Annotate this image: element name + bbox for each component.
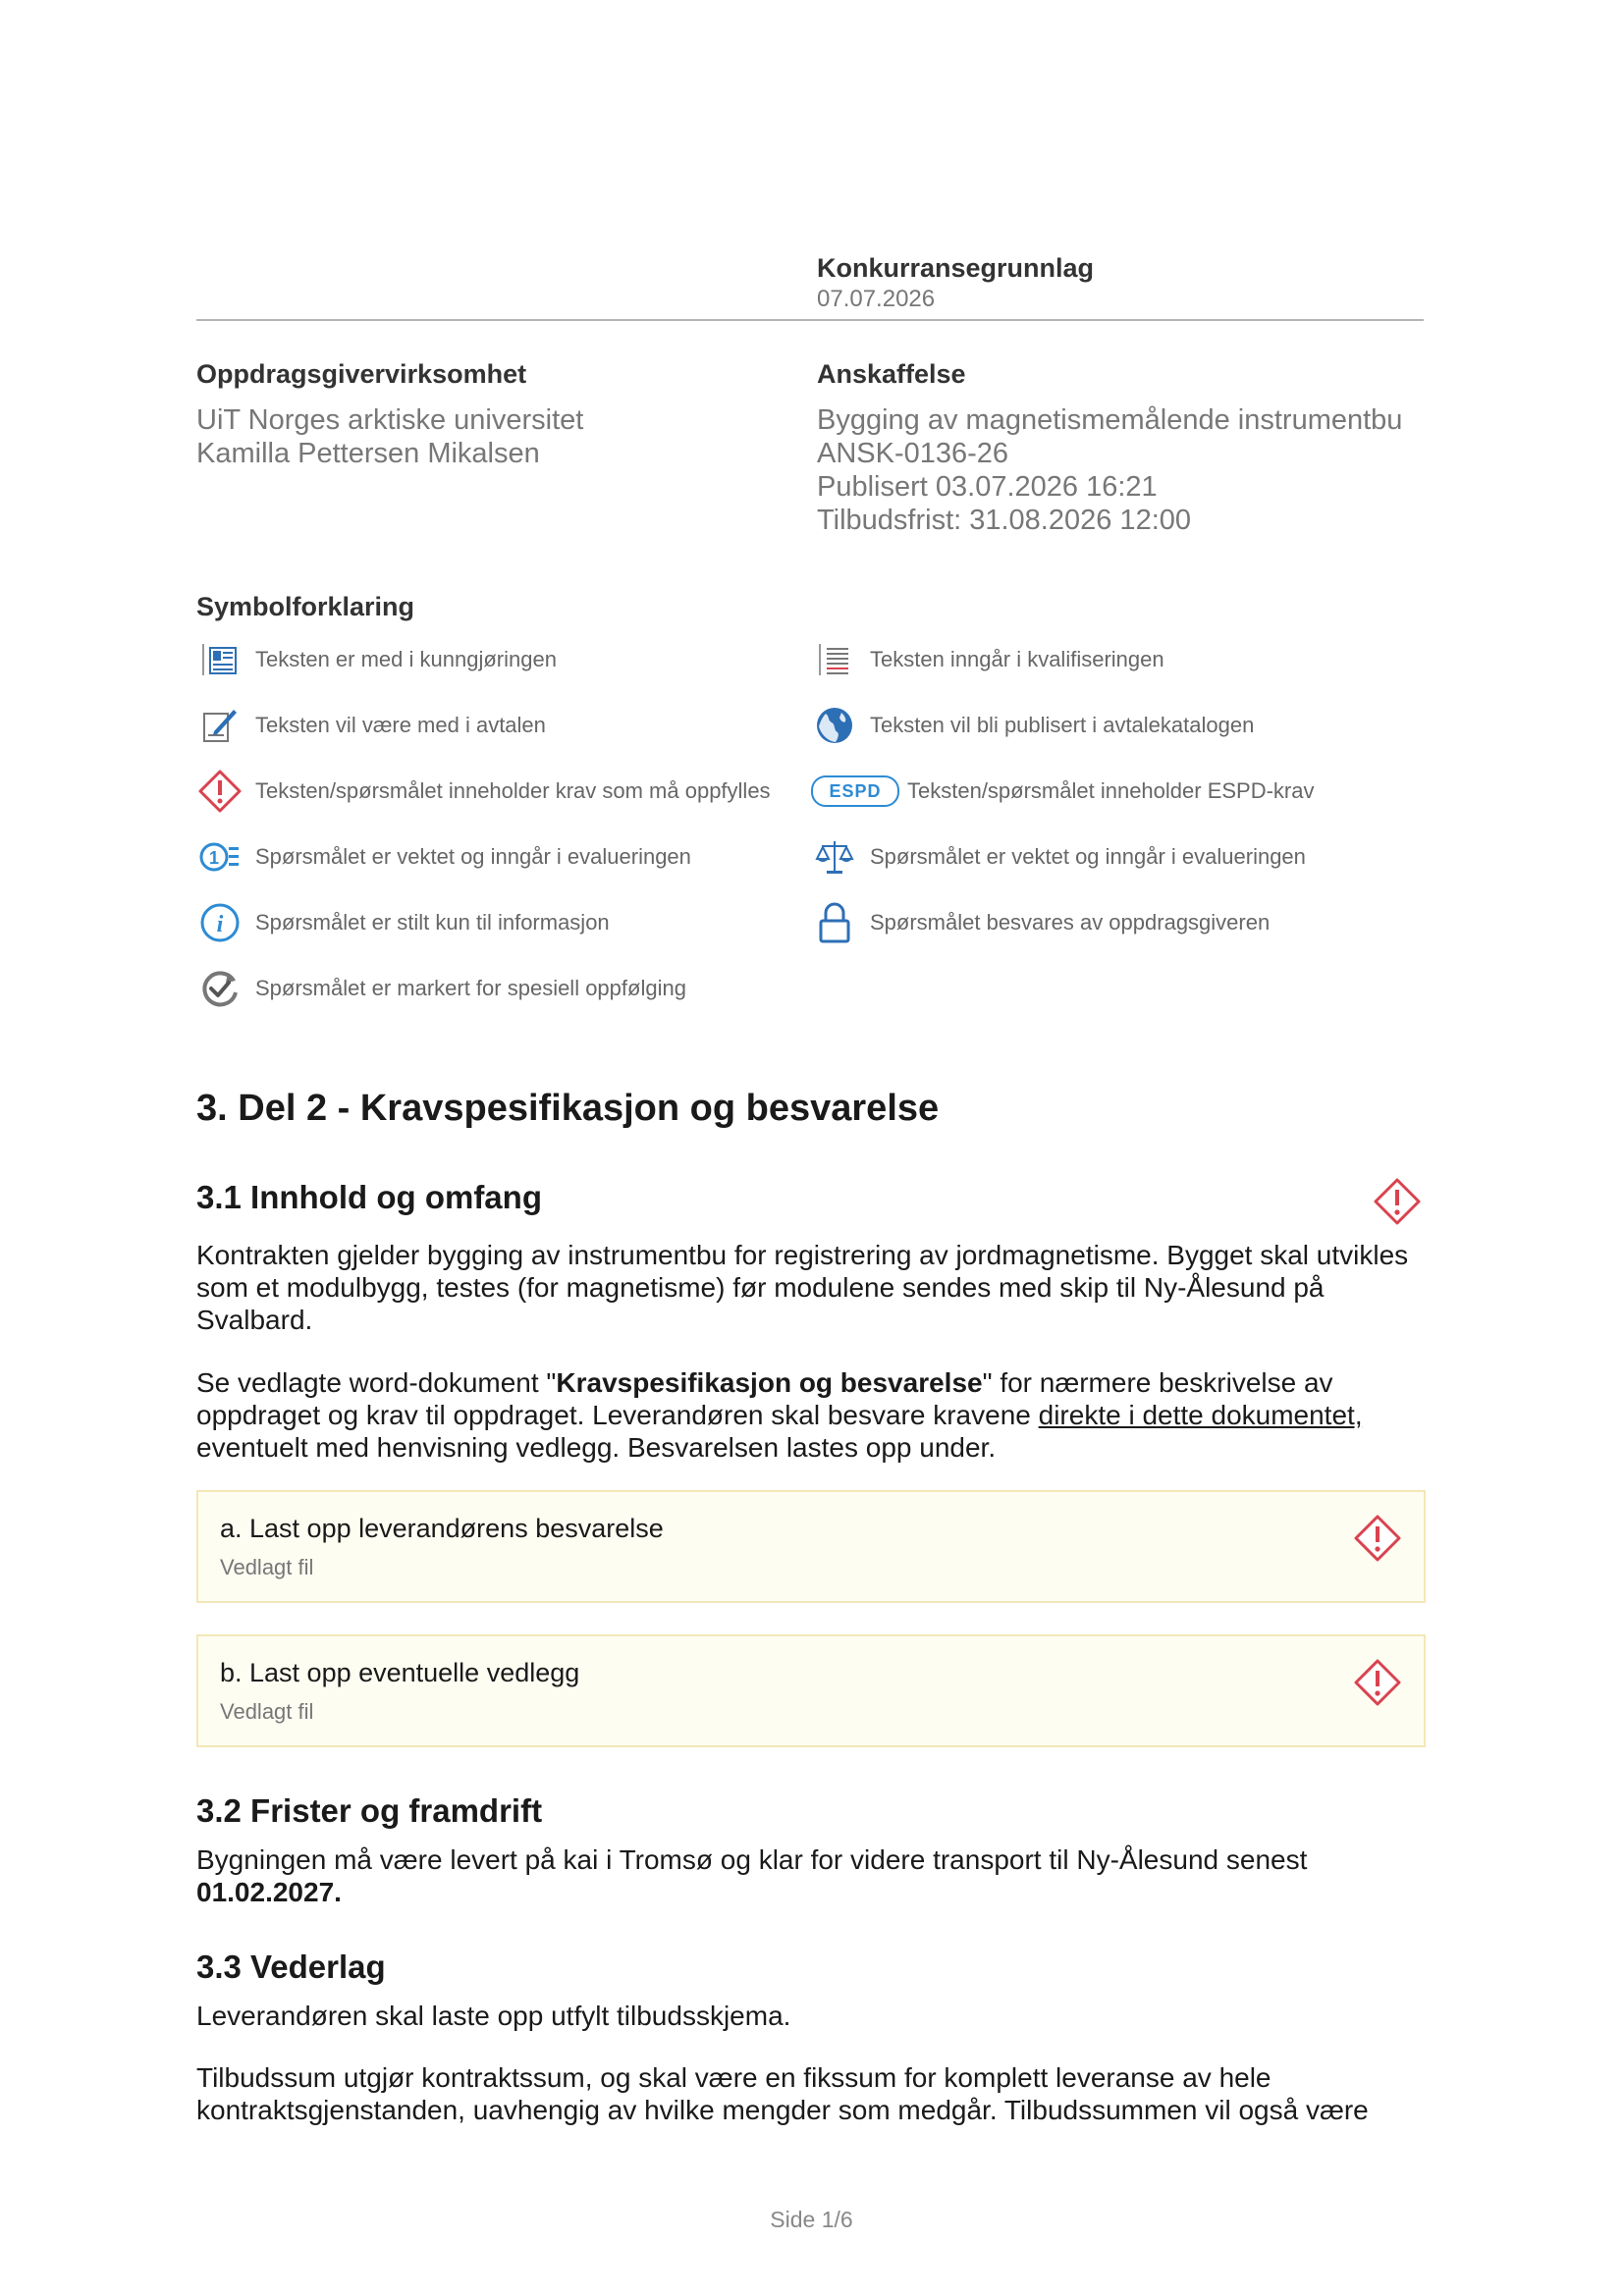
paragraph: Kontrakten gjelder bygging av instrumentbu for registrering av jordmagnetisme. Bygget skal utvikles som et modulbygg, testes (for magnetisme) før modulene sendes med skip til Ny-Ålesund på Svalbard. [196, 1240, 1409, 1335]
svg-text:i: i [216, 912, 224, 937]
legend-item [811, 768, 1315, 815]
text-run: Se vedlagte word-dokument " [196, 1367, 557, 1398]
procurement-line: Bygging av magnetismemålende instrumentbu [817, 404, 1403, 436]
legend-text: Teksten vil bli publisert i avtalekatalogen [870, 713, 1255, 737]
legend-item [811, 899, 1315, 946]
legend-right-column [811, 636, 1315, 946]
procurement-line: Tilbudsfrist: 31.08.2026 12:00 [817, 505, 1192, 536]
client-block [196, 359, 583, 470]
question-box[interactable] [196, 1490, 1426, 1603]
weighted-evaluation-icon [196, 833, 243, 881]
procurement-title: Anskaffelse [817, 359, 966, 389]
client-line: UiT Norges arktiske universitet [196, 404, 584, 436]
legend-text: Teksten er med i kunngjøringen [255, 647, 557, 671]
subsection-title: 3.3 Vederlag [196, 1949, 386, 1985]
requirement-warning-icon [196, 768, 243, 815]
procurement-line: ANSK-0136-26 [817, 438, 1009, 469]
legend-text: Spørsmålet er stilt kun til informasjon [255, 910, 610, 934]
procurement-block [817, 359, 1402, 537]
paragraph [196, 1366, 1424, 1464]
question-box[interactable] [196, 1634, 1426, 1747]
lock-icon [811, 899, 858, 946]
client-line: Kamilla Pettersen Mikalsen [196, 438, 540, 469]
qualification-list-icon [811, 636, 858, 683]
document-date: 07.07.2026 [817, 286, 936, 312]
requirement-warning-icon [1353, 1658, 1402, 1707]
legend-text: Teksten inngår i kvalifiseringen [870, 647, 1164, 671]
info-icon [196, 899, 243, 946]
question-label: b. Last opp eventuelle vedlegg [220, 1658, 580, 1687]
paragraph: Leverandøren skal laste opp utfylt tilbudsskjema. [196, 2001, 791, 2031]
legend-item [196, 702, 771, 749]
bold-date: 01.02.2027. [196, 1877, 342, 1907]
legend-text: Teksten vil være med i avtalen [255, 713, 546, 737]
legend-text: Spørsmålet besvares av oppdragsgiveren [870, 910, 1271, 934]
document-type: Konkurransegrunnlag [817, 253, 1095, 283]
contract-edit-icon [196, 702, 243, 749]
follow-up-icon [196, 965, 243, 1012]
legend-text: Teksten/spørsmålet inneholder ESPD-krav [907, 778, 1315, 803]
legend-title: Symbolforklaring [196, 592, 415, 621]
legend-text: Spørsmålet er markert for spesiell oppfølging [255, 976, 686, 1000]
legend-text: Spørsmålet er vektet og inngår i evalueringen [870, 844, 1306, 869]
globe-icon [811, 702, 858, 749]
legend-text: Spørsmålet er vektet og inngår i evalueringen [255, 844, 691, 869]
legend-item [196, 768, 771, 815]
procurement-line: Publisert 03.07.2026 16:21 [817, 471, 1158, 503]
legend-item [196, 636, 771, 683]
legend-item [811, 636, 1315, 683]
legend-item [811, 702, 1315, 749]
legend-item [196, 833, 771, 881]
legend-text: Teksten/spørsmålet inneholder krav som må oppfylles [255, 778, 771, 803]
header-divider [196, 319, 1424, 321]
paragraph [196, 1843, 1424, 1908]
underlined-text: direkte i dette dokumentet, [1038, 1400, 1363, 1430]
legend-item [811, 833, 1315, 881]
page-number: Side 1/6 [770, 2207, 853, 2232]
paragraph: Tilbudssum utgjør kontraktssum, og skal være en fikssum for komplett leveranse av hele kontraktsgjenstanden, uavhengig av hvilke mengder som medgår. Tilbudssummen vil også være [196, 2062, 1369, 2125]
requirement-warning-icon [1373, 1177, 1422, 1226]
svg-text:1: 1 [208, 848, 220, 868]
text-run: eventuelt med henvisning vedlegg. Besvarelsen lastes opp under. [196, 1432, 997, 1463]
espd-badge: ESPD [811, 775, 899, 807]
legend-left-column [196, 636, 771, 1012]
bold-text: Kravspesifikasjon og besvarelse [556, 1367, 983, 1398]
legend-item [196, 899, 771, 946]
text-run: Bygningen må være levert på kai i Tromsø og klar for videre transport til Ny-Ålesund senest [196, 1844, 1308, 1875]
scales-icon [811, 833, 858, 881]
attached-file-label[interactable]: Vedlagt fil [220, 1699, 314, 1724]
attached-file-label[interactable]: Vedlagt fil [220, 1555, 314, 1579]
section-title: 3. Del 2 - Kravspesifikasjon og besvarelse [196, 1088, 940, 1129]
announcement-icon [196, 636, 243, 683]
subsection-title: 3.1 Innhold og omfang [196, 1179, 542, 1215]
subsection-title: 3.2 Frister og framdrift [196, 1792, 543, 1829]
legend-item [196, 965, 771, 1012]
question-label: a. Last opp leverandørens besvarelse [220, 1514, 664, 1543]
requirement-warning-icon [1353, 1514, 1402, 1563]
text-run: " for nærmere beskrivelse av oppdraget og krav til oppdraget. Leverandøren skal besvare kravene [196, 1367, 1333, 1430]
client-title: Oppdragsgivervirksomhet [196, 359, 527, 389]
